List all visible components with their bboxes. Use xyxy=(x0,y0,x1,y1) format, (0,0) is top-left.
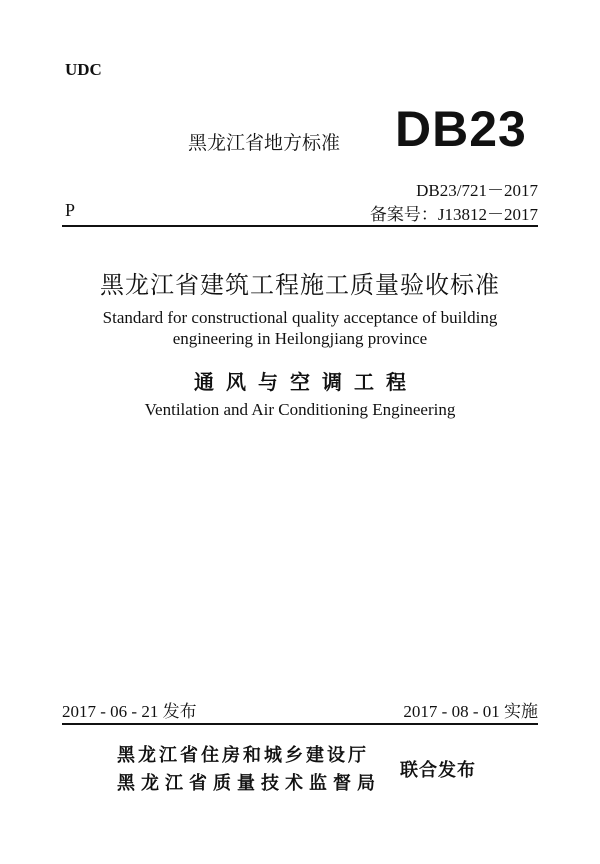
document-title-cn: 黑龙江省建筑工程施工质量验收标准 xyxy=(100,271,500,299)
issuer-housing-department: 黑龙江省住房和城乡建设厅 xyxy=(117,745,369,766)
bottom-divider xyxy=(62,723,538,725)
subtitle-en: Ventilation and Air Conditioning Engineering xyxy=(144,400,456,419)
issuer-quality-bureau: 黑龙江省质量技术监督局 xyxy=(117,773,381,794)
local-standard-label: 黑龙江省地方标准 xyxy=(188,132,341,154)
udc-label: UDC xyxy=(65,60,102,79)
joint-issue-label: 联合发布 xyxy=(400,760,476,781)
title-en-line-1: Standard for constructional quality acceptance of building xyxy=(102,308,498,327)
issue-label: 发布 xyxy=(162,702,197,722)
implement-label: 实施 xyxy=(504,702,538,722)
record-number: 备案号：J13812－2017 xyxy=(369,205,538,224)
subtitle-cn: 通风与空调工程 xyxy=(194,370,418,394)
document-title-en xyxy=(0,307,600,349)
top-divider xyxy=(62,225,538,227)
implement-date-line xyxy=(403,697,538,722)
title-en-line-2: engineering in Heilongjiang province xyxy=(172,329,428,348)
issue-date-line xyxy=(62,697,197,722)
issue-date: 2017 - 06 - 21 xyxy=(62,702,159,721)
standard-prefix: DB23 xyxy=(395,101,527,157)
standard-number: DB23/721－2017 xyxy=(416,181,538,200)
classification-code: P xyxy=(65,200,76,220)
implement-date: 2017 - 08 - 01 xyxy=(403,702,500,721)
